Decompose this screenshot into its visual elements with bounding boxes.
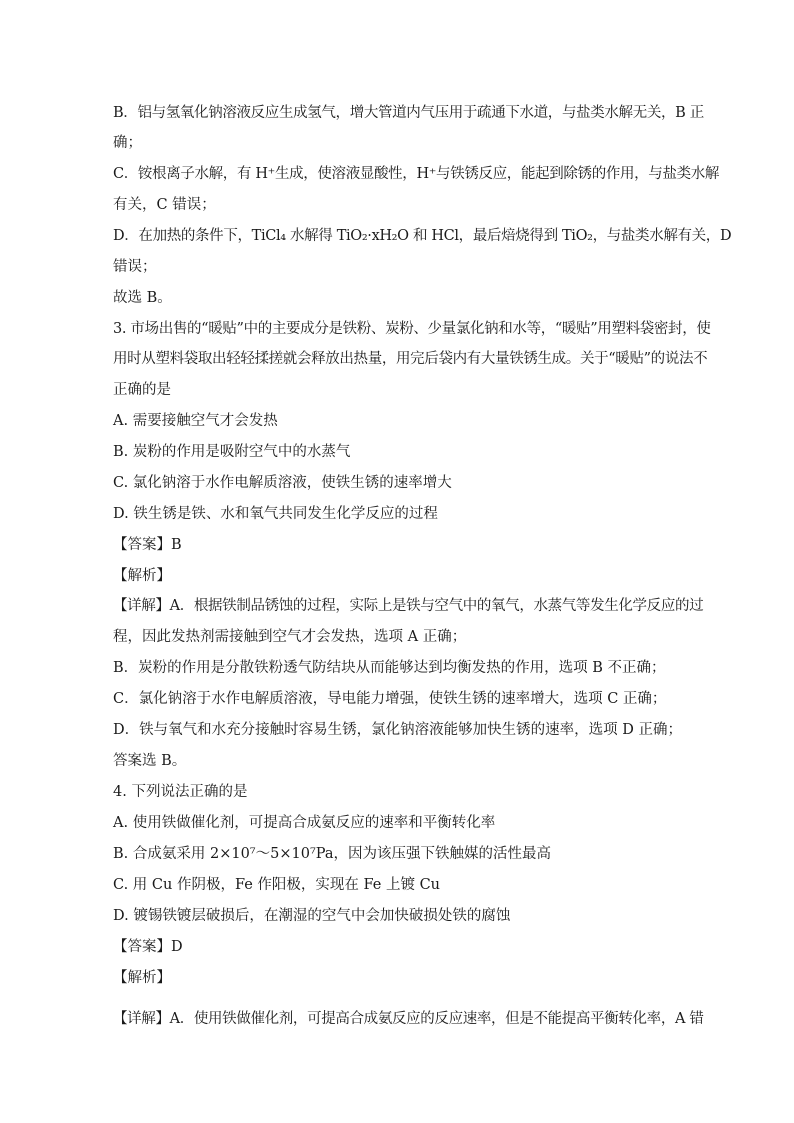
text-line: 有关，C 错误；: [113, 197, 216, 213]
text-line: D．在加热的条件下，TiCl₄ 水解得 TiO₂·xH₂O 和 HCl，最后焙烧得到 TiO₂，与盐类水解有关，D: [113, 228, 732, 244]
text-line: C．铵根离子水解，有 H⁺生成，使溶液显酸性，H⁺与铁锈反应，能起到除锈的作用，与盐类水解: [113, 166, 720, 182]
question-3-stem: 3. 市场出售的“暖贴”中的主要成分是铁粉、炭粉、少量氯化钠和水等，“暖贴”用塑料袋密封，使: [113, 321, 711, 337]
option-a: A. 使用铁做催化剂，可提高合成氨反应的速率和平衡转化率: [113, 815, 496, 831]
analysis-label: 【解析】: [113, 970, 171, 986]
text-line: 错误；: [113, 259, 157, 275]
option-a: A. 需要接触空气才会发热: [113, 413, 278, 429]
question-3-stem: 正确的是: [113, 382, 171, 398]
explanation-line: 【详解】A．使用铁做催化剂，可提高合成氨反应的反应速率，但是不能提高平衡转化率，A 错: [113, 1011, 704, 1027]
answer-label: 【答案】D: [113, 939, 183, 955]
option-c: C. 用 Cu 作阴极，Fe 作阳极，实现在 Fe 上镀 Cu: [113, 877, 441, 893]
option-d: D. 镀锡铁镀层破损后，在潮湿的空气中会加快破损处铁的腐蚀: [113, 908, 511, 924]
text-line: 故选 B。: [113, 290, 172, 306]
answer-label: 【答案】B: [113, 537, 182, 553]
text-line: 确；: [113, 135, 142, 151]
question-3-stem: 用时从塑料袋取出轻轻揉搓就会释放出热量，用完后袋内有大量铁锈生成。关于“暖贴”的说法不: [113, 351, 708, 367]
explanation-line: 【详解】A．根据铁制品锈蚀的过程，实际上是铁与空气中的氧气，水蒸气等发生化学反应的过: [113, 598, 704, 614]
option-d: D. 铁生锈是铁、水和氧气共同发生化学反应的过程: [113, 506, 438, 522]
explanation-line: 程，因此发热剂需接触到空气才会发热，选项 A 正确；: [113, 629, 467, 645]
analysis-label: 【解析】: [113, 568, 171, 584]
text-line: B．铝与氢氧化钠溶液反应生成氢气，增大管道内气压用于疏通下水道，与盐类水解无关，B 正: [113, 105, 704, 121]
explanation-line: B．炭粉的作用是分散铁粉透气防结块从而能够达到均衡发热的作用，选项 B 不正确；: [113, 660, 666, 676]
explanation-line: D．铁与氧气和水充分接触时容易生锈，氯化钠溶液能够加快生锈的速率，选项 D 正确；: [113, 722, 682, 738]
option-b: B. 合成氨采用 2×10⁷～5×10⁷Pa，因为该压强下铁触媒的活性最高: [113, 846, 552, 862]
explanation-line: C．氯化钠溶于水作电解质溶液，导电能力增强，使铁生锈的速率增大，选项 C 正确；: [113, 691, 667, 707]
option-c: C. 氯化钠溶于水作电解质溶液，使铁生锈的速率增大: [113, 475, 452, 491]
explanation-line: 答案选 B。: [113, 753, 187, 769]
option-b: B. 炭粉的作用是吸附空气中的水蒸气: [113, 444, 351, 460]
question-4-stem: 4. 下列说法正确的是: [113, 784, 248, 800]
